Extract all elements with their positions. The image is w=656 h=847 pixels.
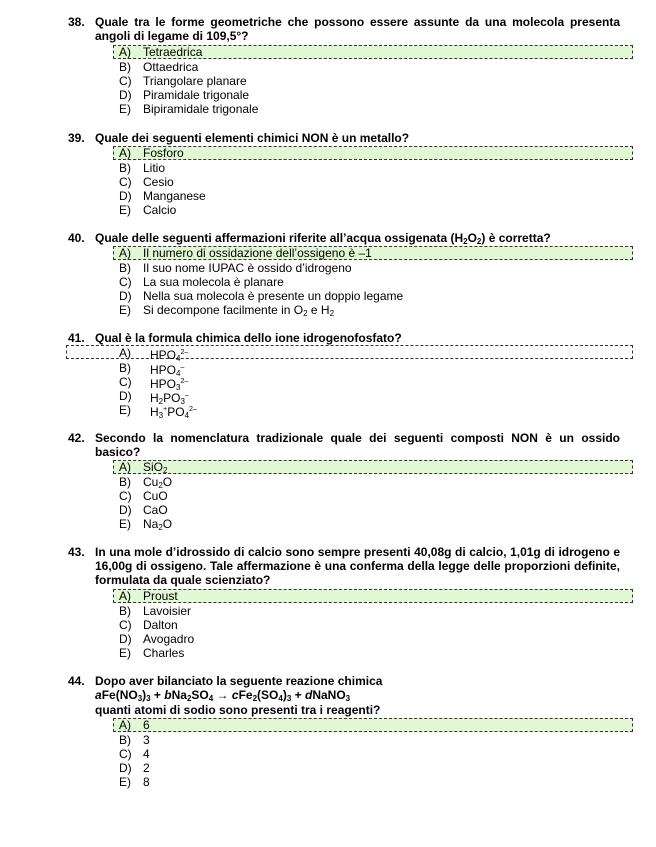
option-c[interactable]: C) $HPO_3^{2-}$ [119, 375, 189, 392]
option-b[interactable]: B) 3 [119, 733, 150, 747]
option-c[interactable]: C) Dalton [119, 618, 178, 632]
option-d[interactable]: D) Avogadro [119, 632, 195, 646]
option-a[interactable]: A) Fosforo [119, 146, 184, 160]
chemical-equation: $aFe(NO_3)_3 + bNa_2SO_4 \to cFe_2(SO_4)_3$ + dNaNO$_3$ [95, 688, 351, 703]
option-e[interactable]: E) 8 [119, 775, 150, 789]
question-number: 40. [68, 231, 85, 245]
option-b[interactable]: B) $HPO_4^-$ [119, 361, 185, 378]
option-e[interactable]: E) Calcio [119, 203, 177, 217]
question-text-cont: quanti atomi di sodio sono presenti tra i reagenti? [95, 703, 381, 717]
answer-highlight [113, 718, 633, 732]
answer-highlight [113, 146, 633, 160]
option-e[interactable]: E) Si decompone facilmente in $O_2$ e $H_2$ [119, 303, 335, 318]
question-text: In una mole d’idrossido di calcio sono sempre presenti 40,08g di calcio, 1,01g di idrogeno e 16,00g di ossigeno. Tale affermazione è una conferma della legge delle proporzioni definite, formulata da quale scienziato? [95, 545, 620, 587]
question-number: 42. [68, 431, 85, 445]
option-e[interactable]: E) Charles [119, 646, 185, 660]
question-number: 39. [68, 131, 85, 145]
answer-highlight [113, 589, 633, 603]
question-text: Quale delle seguenti affermazioni riferite all’acqua ossigenata $(H_2O_2)$ è corretta? [95, 231, 551, 246]
option-d[interactable]: D) Manganese [119, 189, 206, 203]
answer-highlight [113, 460, 633, 474]
option-b[interactable]: B) Litio [119, 161, 166, 175]
question-text: Quale dei seguenti elementi chimici NON è un metallo? [95, 131, 410, 145]
option-c[interactable]: C) CuO [119, 489, 168, 503]
option-d[interactable]: D) CaO [119, 503, 168, 517]
question-text: Qual è la formula chimica dello ione idrogenofosfato? [95, 331, 402, 345]
question-number: 43. [68, 545, 85, 559]
option-a[interactable]: A) 6 [119, 718, 150, 732]
option-d[interactable]: D) Nella sua molecola è presente un doppio legame [119, 289, 404, 303]
option-c[interactable]: C) 4 [119, 747, 150, 761]
option-e[interactable]: E) $Na_2O$ [119, 517, 173, 532]
option-c[interactable]: C) Cesio [119, 175, 174, 189]
option-c[interactable]: C) La sua molecola è planare [119, 275, 284, 289]
option-c[interactable]: C) Triangolare planare [119, 74, 247, 88]
option-e[interactable]: E) Bipiramidale trigonale [119, 102, 259, 116]
option-d[interactable]: D) Piramidale trigonale [119, 88, 250, 102]
option-e[interactable]: E) $H_3^+PO_4^{2-}$ [119, 403, 197, 420]
option-b[interactable]: B) Il suo nome IUPAC è ossido d’idrogeno [119, 261, 352, 275]
question-text: Dopo aver bilanciato la seguente reazione chimica [95, 674, 383, 688]
option-a[interactable]: A) Il numero di ossidazione dell’ossigeno è –1 [119, 246, 372, 260]
option-d[interactable]: D) $H_2PO_3^-$ [119, 389, 189, 406]
option-b[interactable]: B) Ottaedrica [119, 60, 199, 74]
option-a[interactable]: A) Proust [119, 589, 178, 603]
option-b[interactable]: B) $Cu_2O$ [119, 475, 173, 490]
question-number: 38. [68, 15, 85, 29]
question-number: 44. [68, 674, 85, 688]
option-a[interactable]: A) $HPO_4^{2-}$ [119, 346, 189, 363]
option-a[interactable]: A) Tetraedrica [119, 45, 203, 59]
option-b[interactable]: B) Lavoisier [119, 604, 192, 618]
question-text: Quale tra le forme geometriche che possono essere assunte da una molecola presenta angoli di legame di 109,5°? [95, 15, 620, 43]
option-d[interactable]: D) 2 [119, 761, 150, 775]
option-a[interactable]: A) SiO$_2$ [119, 460, 168, 475]
question-text: Secondo la nomenclatura tradizionale quale dei seguenti composti NON è un ossido basico? [95, 431, 620, 459]
question-number: 41. [68, 331, 85, 345]
